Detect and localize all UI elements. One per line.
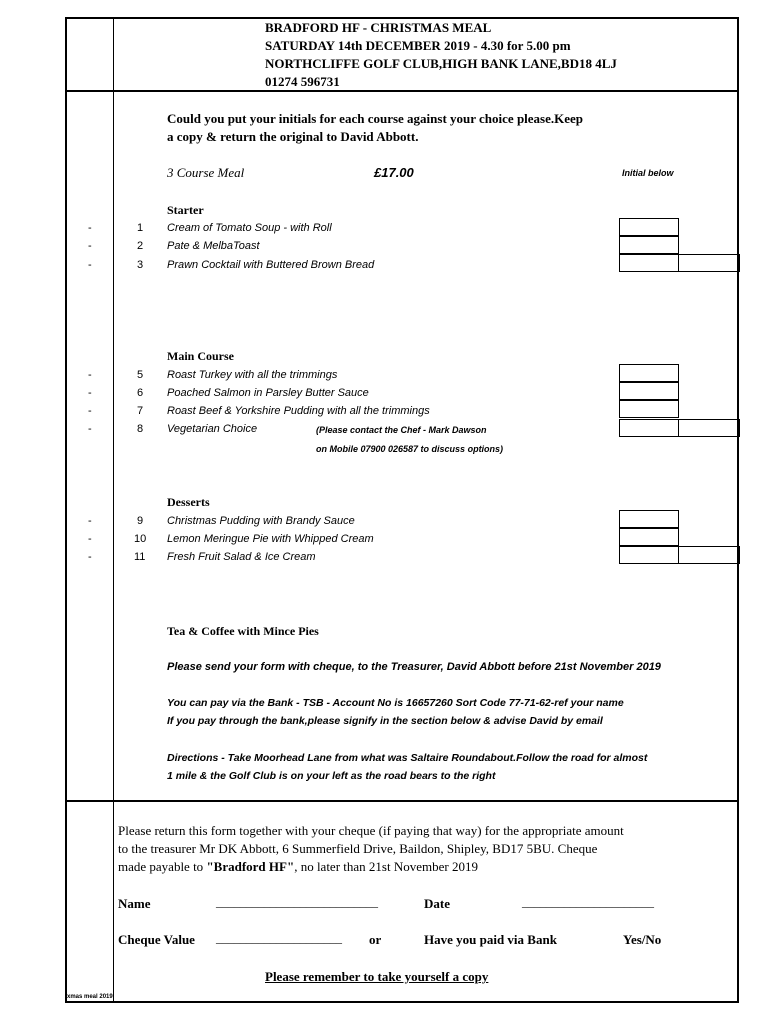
paid-via-bank-label: Have you paid via Bank — [424, 932, 557, 947]
date-label: Date — [424, 896, 450, 911]
initial-box-starter-2[interactable] — [619, 236, 679, 254]
dessert-num-11: 11 — [134, 551, 146, 563]
starter-heading: Starter — [167, 203, 204, 217]
desserts-heading: Desserts — [167, 495, 210, 509]
initial-below-label: Initial below — [622, 168, 674, 178]
main-num-8: 8 — [137, 423, 144, 435]
starter-num-1: 1 — [137, 222, 144, 234]
main-dash-6: - — [88, 387, 92, 399]
bank-note-2: If you pay through the bank,please signify in the section below & advise David by email — [167, 715, 603, 727]
send-form-note: Please send your form with cheque, to the Treasurer, David Abbott before 21st November 2019 — [167, 661, 661, 673]
starter-item-3: Prawn Cocktail with Buttered Brown Bread — [167, 259, 375, 271]
footer-divider — [65, 800, 739, 802]
footer-line-2: to the treasurer Mr DK Abbott, 6 Summerfield Drive, Baildon, Shipley, BD17 5BU. Cheque — [118, 841, 598, 856]
directions-line-1: Directions - Take Moorhead Lane from what was Saltaire Roundabout.Follow the road for almost — [167, 752, 648, 764]
main-dash-7: - — [88, 405, 92, 417]
veg-note-2: on Mobile 07900 026587 to discuss options) — [316, 444, 504, 454]
corner-label: xmas meal 2019 — [67, 994, 113, 1000]
main-item-5: Roast Turkey with all the trimmings — [167, 369, 338, 381]
intro-line-2: a copy & return the original to David Abbott. — [167, 129, 419, 144]
initial-box-main-6[interactable] — [619, 382, 679, 400]
starter-dash-2: - — [88, 240, 92, 252]
main-item-7: Roast Beef & Yorkshire Pudding with all the trimmings — [167, 405, 430, 417]
extra-box-dessert-11 — [679, 546, 740, 564]
initial-box-dessert-9[interactable] — [619, 510, 679, 528]
header-title: BRADFORD HF - CHRISTMAS MEAL — [265, 20, 492, 35]
tea-coffee-line: Tea & Coffee with Mince Pies — [167, 624, 319, 638]
main-dash-8: - — [88, 423, 92, 435]
dessert-dash-10: - — [88, 533, 92, 545]
yes-no-option[interactable]: Yes/No — [623, 932, 662, 947]
starter-dash-1: - — [88, 222, 92, 234]
dessert-item-10: Lemon Meringue Pie with Whipped Cream — [167, 533, 374, 545]
or-label: or — [369, 932, 382, 947]
cheque-value-label: Cheque Value — [118, 932, 195, 947]
main-num-7: 7 — [137, 405, 144, 417]
extra-box-main-8 — [679, 419, 740, 437]
bank-note-1: You can pay via the Bank - TSB - Account No is 16657260 Sort Code 77-71-62-ref your name — [167, 697, 624, 709]
initial-box-dessert-10[interactable] — [619, 528, 679, 546]
directions-line-2: 1 mile & the Golf Club is on your left as the road bears to the right — [167, 770, 496, 782]
date-field[interactable]: ______________________ — [522, 895, 654, 909]
initial-box-main-5[interactable] — [619, 364, 679, 382]
intro-line-1: Could you put your initials for each course against your choice please.Keep — [167, 111, 584, 126]
initial-box-main-7[interactable] — [619, 400, 679, 418]
main-num-5: 5 — [137, 369, 144, 381]
remember-copy-note: Please remember to take yourself a copy — [265, 969, 489, 984]
initial-box-dessert-11[interactable] — [619, 546, 679, 564]
payee-name: "Bradford HF" — [206, 859, 295, 874]
header-venue: NORTHCLIFFE GOLF CLUB,HIGH BANK LANE,BD18 4LJ — [265, 56, 617, 71]
initial-box-starter-3[interactable] — [619, 254, 679, 272]
main-heading: Main Course — [167, 349, 234, 363]
footer-line-3-post: , no later than 21st November 2019 — [294, 859, 478, 874]
cheque-value-field[interactable]: _____________________ — [216, 931, 342, 945]
starter-dash-3: - — [88, 259, 92, 271]
header-date: SATURDAY 14th DECEMBER 2019 - 4.30 for 5.00 pm — [265, 38, 571, 53]
dessert-dash-11: - — [88, 551, 92, 563]
dessert-num-9: 9 — [137, 515, 144, 527]
dessert-dash-9: - — [88, 515, 92, 527]
starter-num-2: 2 — [137, 240, 144, 252]
main-item-8: Vegetarian Choice — [167, 423, 258, 435]
meal-price: £17.00 — [374, 165, 414, 180]
meal-title: 3 Course Meal — [167, 165, 245, 180]
footer-line-1: Please return this form together with your cheque (if paying that way) for the appropriate amount — [118, 823, 624, 838]
header-divider — [65, 90, 739, 92]
name-field[interactable]: ___________________________ — [216, 895, 378, 909]
dessert-item-11: Fresh Fruit Salad & Ice Cream — [167, 551, 316, 563]
starter-num-3: 3 — [137, 259, 144, 271]
main-num-6: 6 — [137, 387, 144, 399]
initial-box-starter-1[interactable] — [619, 218, 679, 236]
left-margin-line — [113, 17, 114, 1003]
dessert-item-9: Christmas Pudding with Brandy Sauce — [167, 515, 355, 527]
dessert-num-10: 10 — [134, 533, 147, 545]
extra-box-starter-3 — [679, 254, 740, 272]
starter-item-2: Pate & MelbaToast — [167, 240, 260, 252]
footer-line-3-pre: made payable to — [118, 859, 207, 874]
header-phone: 01274 596731 — [265, 74, 340, 89]
name-label: Name — [118, 896, 151, 911]
veg-note-1: (Please contact the Chef - Mark Dawson — [316, 425, 487, 435]
initial-box-main-8[interactable] — [619, 419, 679, 437]
footer-line-3 — [118, 859, 478, 875]
starter-item-1: Cream of Tomato Soup - with Roll — [167, 222, 332, 234]
main-dash-5: - — [88, 369, 92, 381]
main-item-6: Poached Salmon in Parsley Butter Sauce — [167, 387, 369, 399]
